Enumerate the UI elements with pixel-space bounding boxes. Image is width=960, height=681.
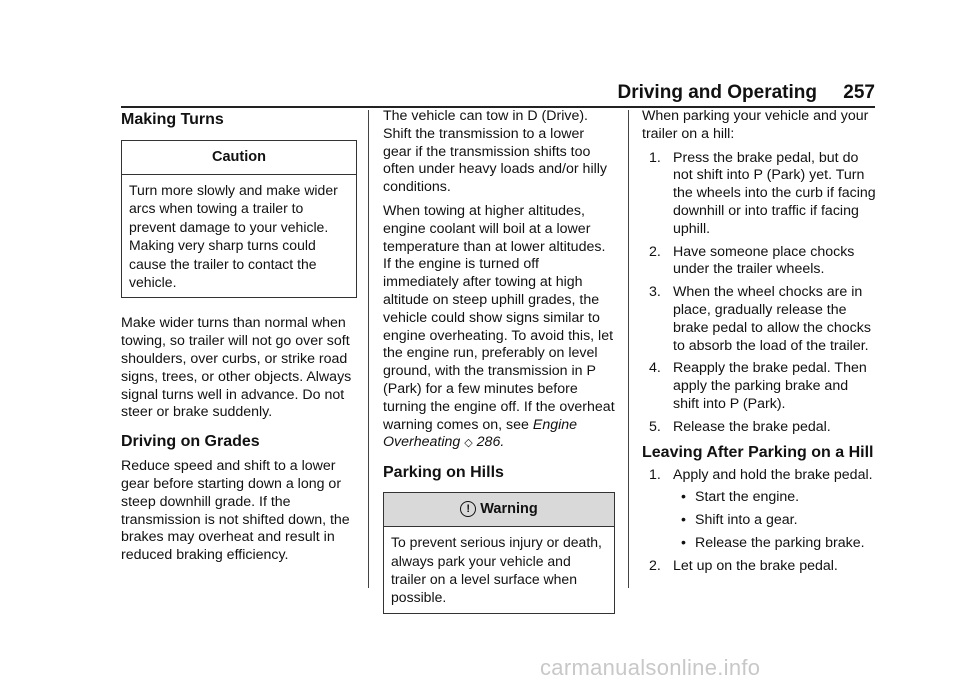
- list-item: [642, 467, 878, 553]
- caution-box: [121, 140, 357, 298]
- list-item: [642, 558, 878, 576]
- bullet-text: Shift into a gear.: [695, 512, 798, 529]
- list-item: [673, 535, 878, 553]
- column-divider-2: [628, 110, 629, 588]
- bullet-text: Start the engine.: [695, 489, 800, 506]
- list-item: [642, 244, 878, 280]
- driving-on-grades-text: Reduce speed and shift to a lower gear before starting down a long or steep downhill grade. If the transmission is not shifted down, the brakes may overheat and result in reduced braking efficiency.: [121, 458, 350, 564]
- list-item: [642, 284, 878, 355]
- warning-box: [383, 492, 615, 614]
- step-number: 1.: [649, 149, 661, 166]
- parking-steps: [642, 150, 878, 437]
- step-number: 2.: [649, 243, 661, 260]
- caution-text: Turn more slowly and make wider arcs when towing a trailer to prevent damage to your vehicle. Making very sharp turns could cause the trailer to contact the vehicle.: [129, 182, 338, 291]
- leaving-bullets: [673, 489, 878, 552]
- step-number: 1.: [649, 466, 661, 483]
- warning-header: [384, 493, 614, 527]
- engine-overheating-page[interactable]: 286.: [476, 434, 505, 451]
- engine-overheating-link[interactable]: Engine Overheating: [383, 416, 578, 451]
- list-item: [642, 360, 878, 413]
- step-text: When the wheel chocks are in place, gradually release the brake pedal to allow the chocks to absorb the load of the trailer.: [673, 284, 871, 354]
- warning-title: Warning: [480, 501, 538, 518]
- page-number: 257: [843, 82, 875, 103]
- step-number: 2.: [649, 557, 661, 574]
- page-header: [121, 82, 875, 108]
- altitude-body: When towing at higher altitudes, engine coolant will boil at a lower temperature than at lower altitudes. If the engine is turned off immediately after towing at high altitude on steep uphill grades, the vehicle could show signs similar to engine overheating. To avoid this, let the engine run, preferably on level ground, with the transmission in P (Park) for a few minutes before turning the engine off. If the overheat warning comes on, see: [383, 202, 615, 433]
- bullet-text: Release the parking brake.: [695, 534, 865, 551]
- column-1: [121, 108, 357, 565]
- column-2: [383, 108, 615, 614]
- making-turns-text: Make wider turns than normal when towing, so trailer will not go over soft shoulders, over curbs, or strike road signs, trees, or other objects. Always signal turns well in advance. Do not steer or brake suddenly.: [121, 315, 352, 421]
- column-3: [642, 108, 878, 581]
- caution-title: Caution: [122, 141, 356, 175]
- bullet-icon: •: [681, 489, 686, 506]
- step-text: Release the brake pedal.: [673, 418, 831, 435]
- parking-intro: When parking your vehicle and your trailer on a hill:: [642, 108, 869, 142]
- leaving-steps: [642, 467, 878, 576]
- page-ref-icon: ◇: [464, 437, 473, 450]
- altitude-text: [383, 203, 615, 453]
- warning-text: To prevent serious injury or death, always park your vehicle and trailer on a level surface when possible.: [391, 534, 602, 606]
- watermark: carmanualsonline.info: [540, 655, 761, 680]
- list-item: [642, 150, 878, 239]
- list-item: [673, 512, 878, 530]
- leaving-after-parking-heading: Leaving After Parking on a Hill: [642, 443, 874, 461]
- list-item: [642, 419, 878, 437]
- driving-on-grades-heading: Driving on Grades: [121, 433, 260, 451]
- towing-drive-text: The vehicle can tow in D (Drive). Shift the transmission to a lower gear if the transmission shifts too often under heavy loads and/or hilly conditions.: [383, 108, 607, 196]
- step-text: Let up on the brake pedal.: [673, 557, 838, 574]
- step-text: Have someone place chocks under the trailer wheels.: [673, 243, 855, 278]
- step-text: Apply and hold the brake pedal.: [673, 466, 873, 483]
- warning-icon: !: [460, 501, 476, 517]
- making-turns-heading: Making Turns: [121, 111, 224, 128]
- section-title: Driving and Operating: [617, 82, 817, 103]
- parking-on-hills-heading: Parking on Hills: [383, 464, 504, 482]
- column-divider-1: [368, 110, 369, 588]
- step-number: 5.: [649, 418, 661, 435]
- bullet-icon: •: [681, 534, 686, 551]
- step-number: 3.: [649, 284, 661, 301]
- step-number: 4.: [649, 360, 661, 377]
- list-item: [673, 489, 878, 507]
- step-text: Reapply the brake pedal. Then apply the parking brake and shift into P (Park).: [673, 360, 867, 412]
- step-text: Press the brake pedal, but do not shift into P (Park) yet. Turn the wheels into the curb if facing downhill or into traffic if facing uphill.: [673, 149, 876, 237]
- bullet-icon: •: [681, 512, 686, 529]
